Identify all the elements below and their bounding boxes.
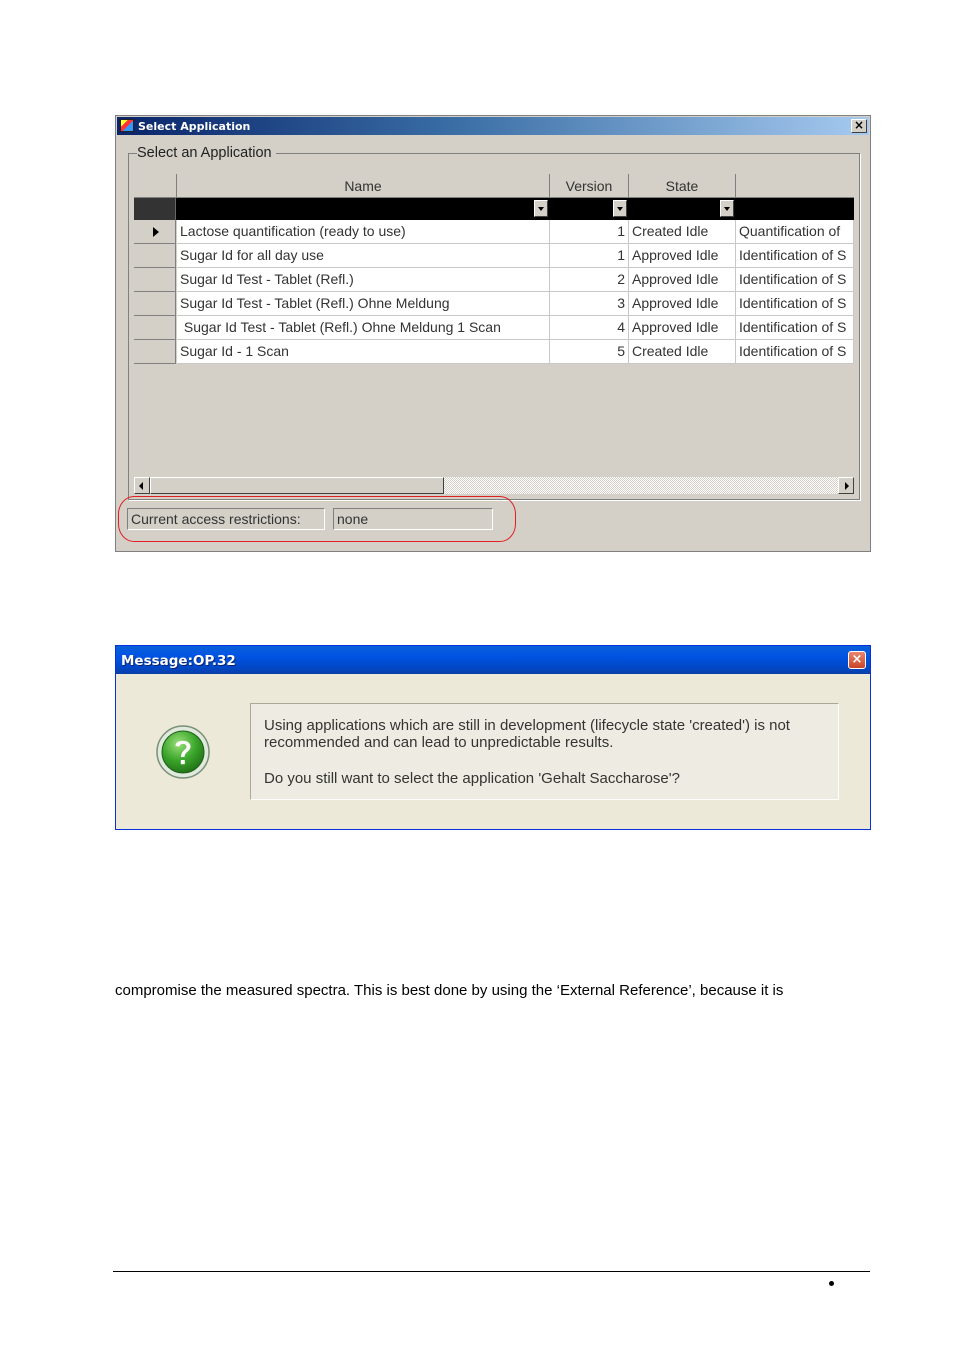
cell-state[interactable]: Approved Idle [629,292,736,316]
applications-grid [134,174,854,498]
annotation-ellipse [118,496,516,542]
cell-description[interactable]: Identification of S [736,340,854,364]
cell-version[interactable]: 5 [550,340,629,364]
row-header[interactable] [134,268,176,292]
horizontal-scrollbar[interactable] [134,477,854,494]
state-filter-dropdown[interactable] [720,200,734,217]
table-row[interactable] [134,268,854,292]
column-header-version[interactable]: Version [550,174,629,198]
row-header-corner [134,174,177,198]
cell-description[interactable]: Identification of S [736,292,854,316]
table-row[interactable] [134,220,854,244]
cell-version[interactable]: 3 [550,292,629,316]
footer-rule [113,1271,870,1272]
access-restrictions-label: Current access restrictions: [127,508,325,530]
footer-bullet [829,1281,834,1286]
column-header-state[interactable]: State [629,174,736,198]
row-header[interactable] [134,244,176,268]
cell-description[interactable]: Identification of S [736,316,854,340]
cell-state[interactable]: Approved Idle [629,268,736,292]
cell-state[interactable]: Created Idle [629,340,736,364]
row-header[interactable] [134,316,176,340]
cell-description[interactable]: Identification of S [736,268,854,292]
scrollbar-thumb[interactable] [150,477,444,494]
application-icon [120,119,134,132]
cell-state[interactable]: Approved Idle [629,244,736,268]
scroll-left-button[interactable] [134,477,150,494]
version-filter-dropdown[interactable] [613,200,627,217]
cell-description[interactable]: Identification of S [736,244,854,268]
current-row-arrow-icon [153,227,159,237]
cell-version[interactable]: 4 [550,316,629,340]
close-button[interactable]: × [851,119,867,133]
message-line-2: recommended and can lead to unpredictable results. [264,734,614,751]
dialog-close-button[interactable]: × [848,651,866,669]
cell-version[interactable]: 2 [550,268,629,292]
filter-row [134,198,854,220]
group-label: Select an Application [137,145,276,161]
column-header-name[interactable]: Name [177,174,550,198]
cell-description[interactable]: Quantification of [736,220,854,244]
row-header[interactable] [134,292,176,316]
cell-name[interactable]: Sugar Id for all day use [177,244,550,268]
select-application-titlebar[interactable] [117,117,869,135]
table-row[interactable] [134,292,854,316]
message-line-3: Do you still want to select the application 'Gehalt Saccharose'? [264,770,680,787]
message-dialog-titlebar[interactable] [116,646,870,674]
table-row[interactable] [134,340,854,364]
cell-state[interactable]: Approved Idle [629,316,736,340]
table-row[interactable] [134,316,854,340]
cell-state[interactable]: Created Idle [629,220,736,244]
cell-name[interactable]: Lactose quantification (ready to use) [177,220,550,244]
cell-version[interactable]: 1 [550,244,629,268]
scroll-right-button[interactable] [838,477,854,494]
cell-version[interactable]: 1 [550,220,629,244]
row-header[interactable] [134,220,176,244]
cell-name[interactable]: Sugar Id Test - Tablet (Refl.) [177,268,550,292]
table-row[interactable] [134,244,854,268]
cell-name[interactable]: Sugar Id - 1 Scan [177,340,550,364]
row-header[interactable] [134,340,176,364]
cell-name[interactable]: Sugar Id Test - Tablet (Refl.) Ohne Meldung [177,292,550,316]
dialog-title: Message:OP.32 [121,653,236,669]
access-restrictions-value: none [333,508,493,530]
filter-row-header [134,198,176,220]
name-filter-dropdown[interactable] [534,200,548,217]
cell-name[interactable]: Sugar Id Test - Tablet (Refl.) Ohne Meldung 1 Scan [177,316,550,340]
message-line-1: Using applications which are still in development (lifecycle state 'created') is not [264,717,790,734]
column-header-description[interactable] [736,174,854,198]
question-icon [155,724,211,780]
window-title: Select Application [138,120,251,133]
document-paragraph-line: compromise the measured spectra. This is best done by using the ‘External Reference’, because it is [115,982,784,999]
